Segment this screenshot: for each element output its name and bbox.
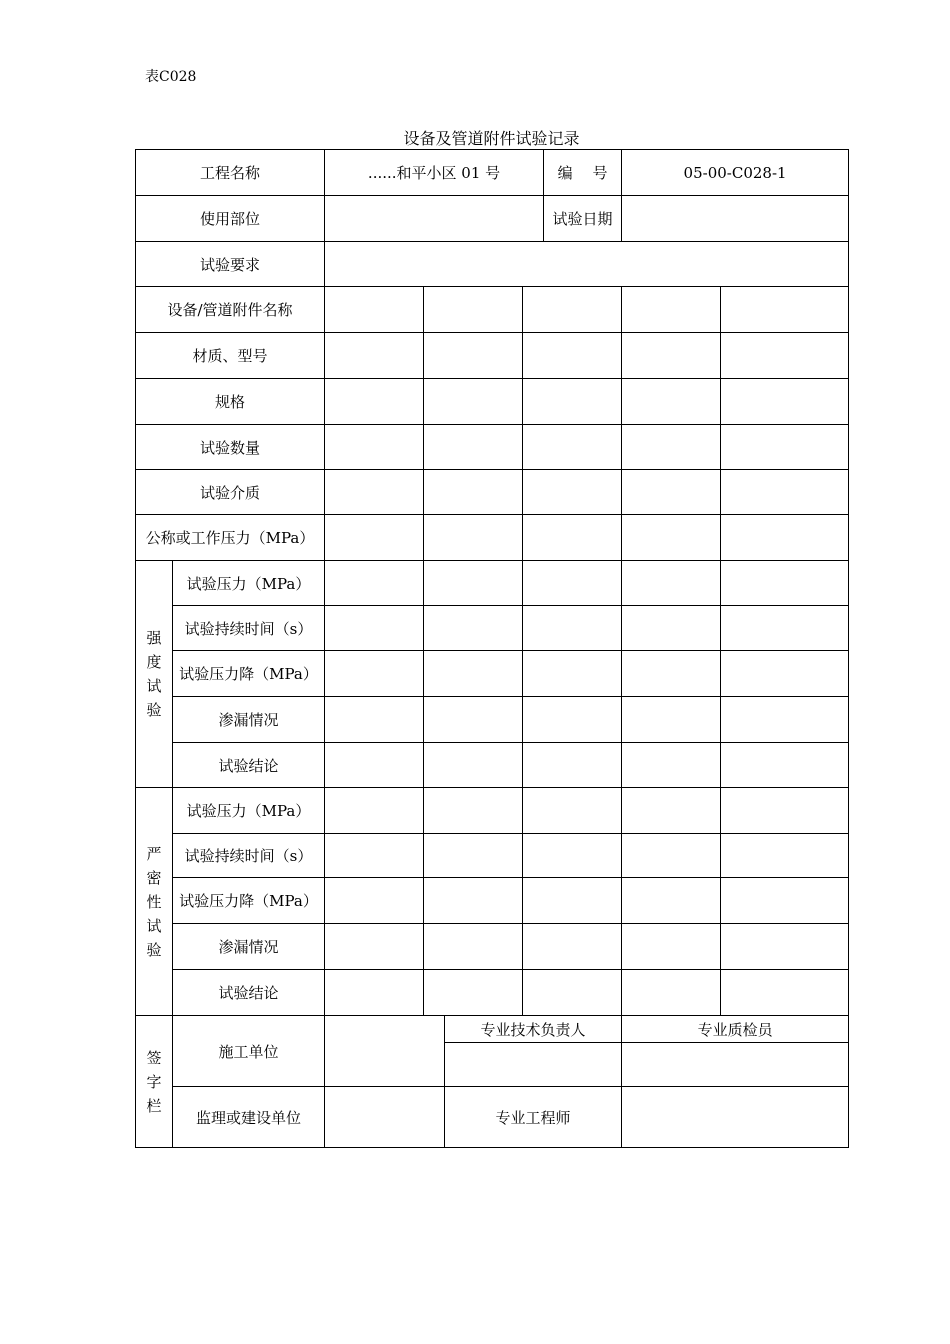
test-date-label: 试验日期 [544,196,622,242]
row-label: 规格 [136,379,325,425]
data-cell[interactable] [523,561,622,606]
data-cell[interactable] [523,697,622,743]
data-cell[interactable] [622,379,721,425]
data-cell[interactable] [523,970,622,1016]
data-cell[interactable] [622,697,721,743]
data-cell[interactable] [523,333,622,379]
data-cell[interactable] [523,425,622,470]
location-label: 使用部位 [136,196,325,242]
data-cell[interactable] [622,470,721,515]
supervision-label: 监理或建设单位 [173,1087,325,1148]
data-cell[interactable] [721,425,849,470]
data-cell[interactable] [721,743,849,788]
table-row [136,561,849,606]
row-label: 渗漏情况 [173,697,325,743]
data-cell[interactable] [721,924,849,970]
location-value[interactable] [325,196,544,242]
row-label: 材质、型号 [136,333,325,379]
data-cell[interactable] [523,743,622,788]
form-code: 表C028 [145,69,197,85]
table-row [136,788,849,834]
data-cell[interactable] [622,743,721,788]
table-row [136,515,849,561]
data-cell[interactable] [721,878,849,924]
data-cell[interactable] [424,561,523,606]
data-cell[interactable] [622,287,721,333]
table-row [136,697,849,743]
data-cell[interactable] [622,878,721,924]
project-name-row [136,150,849,196]
row-label: 渗漏情况 [173,924,325,970]
data-cell[interactable] [424,515,523,561]
engineer-label: 专业工程师 [445,1087,622,1148]
data-cell[interactable] [325,379,424,425]
row-label: 试验持续时间（s） [173,606,325,651]
data-cell[interactable] [424,834,523,878]
data-cell[interactable] [721,379,849,425]
data-cell[interactable] [523,379,622,425]
data-cell[interactable] [721,606,849,651]
data-cell[interactable] [325,425,424,470]
table-row [136,606,849,651]
table-row [136,743,849,788]
strength-test-group-label: 强 度 试 验 [136,561,173,788]
data-cell[interactable] [622,561,721,606]
data-cell[interactable] [523,788,622,834]
row-label: 试验压力（MPa） [173,788,325,834]
tech-lead-label: 专业技术负责人 [445,1016,622,1043]
table-row [136,878,849,924]
data-cell[interactable] [721,651,849,697]
project-name-value[interactable]: ......和平小区 01 号 [325,150,544,196]
requirement-value[interactable] [325,242,849,287]
data-cell[interactable] [721,287,849,333]
data-cell[interactable] [325,834,424,878]
requirement-label: 试验要求 [136,242,325,287]
signature-group-label: 签 字 栏 [136,1016,173,1148]
row-label: 公称或工作压力（MPa） [136,515,325,561]
supervision-signature[interactable] [325,1087,445,1148]
data-cell[interactable] [325,561,424,606]
data-cell[interactable] [424,788,523,834]
table-row [136,924,849,970]
data-cell[interactable] [721,834,849,878]
row-label: 试验压力（MPa） [173,561,325,606]
table-row [136,287,849,333]
quality-inspector-signature[interactable] [622,1043,849,1087]
data-cell[interactable] [622,651,721,697]
data-cell[interactable] [424,425,523,470]
row-label: 试验持续时间（s） [173,834,325,878]
data-cell[interactable] [325,878,424,924]
data-cell[interactable] [424,333,523,379]
data-cell[interactable] [325,515,424,561]
data-cell[interactable] [523,924,622,970]
data-cell[interactable] [523,515,622,561]
data-cell[interactable] [325,924,424,970]
data-cell[interactable] [721,515,849,561]
data-cell[interactable] [325,743,424,788]
data-cell[interactable] [325,651,424,697]
data-cell[interactable] [325,970,424,1016]
data-cell[interactable] [325,788,424,834]
data-cell[interactable] [721,970,849,1016]
data-cell[interactable] [424,651,523,697]
data-cell[interactable] [523,470,622,515]
number-value[interactable]: 05-00-C028-1 [622,150,849,196]
document-title: 设备及管道附件试验记录 [403,129,580,148]
data-cell[interactable] [424,287,523,333]
data-cell[interactable] [325,470,424,515]
data-cell[interactable] [523,606,622,651]
data-cell[interactable] [622,924,721,970]
data-cell[interactable] [523,287,622,333]
row-label: 试验介质 [136,470,325,515]
data-cell[interactable] [721,333,849,379]
table-row [136,834,849,878]
signature-header-row [136,1016,849,1043]
table-row [136,379,849,425]
data-cell[interactable] [325,333,424,379]
data-cell[interactable] [424,743,523,788]
location-row [136,196,849,242]
tech-lead-signature[interactable] [445,1043,622,1087]
data-cell[interactable] [721,788,849,834]
table-row [136,470,849,515]
data-cell[interactable] [424,606,523,651]
data-cell[interactable] [622,834,721,878]
data-cell[interactable] [523,651,622,697]
row-label: 设备/管道附件名称 [136,287,325,333]
data-cell[interactable] [325,697,424,743]
data-cell[interactable] [424,970,523,1016]
test-record-table [135,149,849,1148]
data-cell[interactable] [721,697,849,743]
requirement-row [136,242,849,287]
data-cell[interactable] [325,606,424,651]
data-cell[interactable] [721,561,849,606]
data-cell[interactable] [424,878,523,924]
engineer-signature[interactable] [622,1087,849,1148]
data-cell[interactable] [622,606,721,651]
construction-unit-signature[interactable] [325,1016,445,1087]
row-label: 试验压力降（MPa） [173,651,325,697]
data-cell[interactable] [721,470,849,515]
supervision-row [136,1087,849,1148]
data-cell[interactable] [424,697,523,743]
data-cell[interactable] [424,379,523,425]
project-name-label: 工程名称 [136,150,325,196]
data-cell[interactable] [424,470,523,515]
data-cell[interactable] [424,924,523,970]
data-cell[interactable] [325,287,424,333]
construction-unit-label: 施工单位 [173,1016,325,1087]
row-label: 试验结论 [173,743,325,788]
number-label: 编 号 [544,150,622,196]
tightness-test-group-label: 严 密 性 试 验 [136,788,173,1016]
data-cell[interactable] [622,970,721,1016]
row-label: 试验结论 [173,970,325,1016]
test-date-value[interactable] [622,196,849,242]
table-row [136,333,849,379]
row-label: 试验数量 [136,425,325,470]
table-row [136,970,849,1016]
table-row [136,651,849,697]
quality-inspector-label: 专业质检员 [622,1016,849,1043]
data-cell[interactable] [523,834,622,878]
table-row [136,425,849,470]
data-cell[interactable] [622,788,721,834]
row-label: 试验压力降（MPa） [173,878,325,924]
data-cell[interactable] [622,515,721,561]
data-cell[interactable] [523,878,622,924]
data-cell[interactable] [622,425,721,470]
data-cell[interactable] [622,333,721,379]
